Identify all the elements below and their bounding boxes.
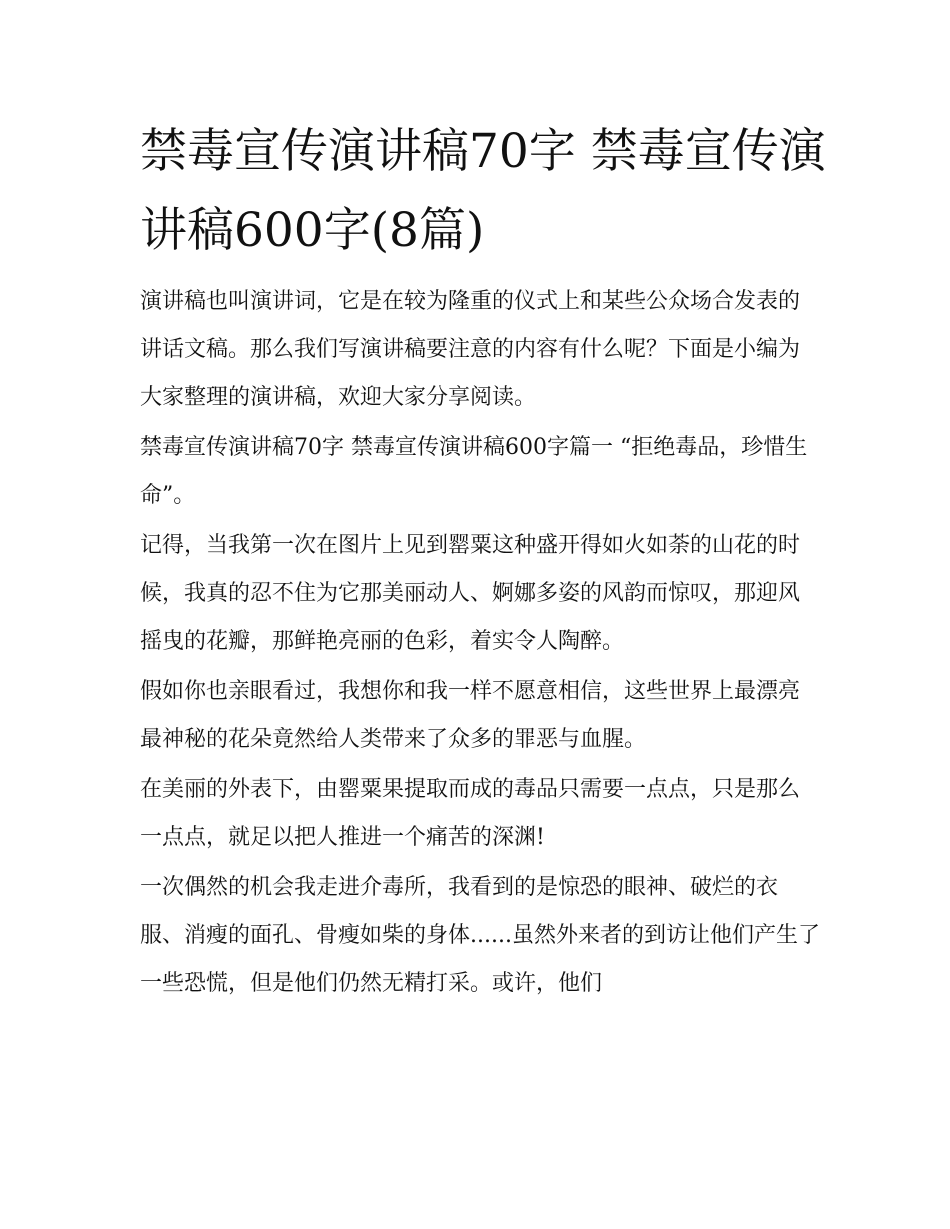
document-body — [140, 278, 820, 1008]
paragraph-abyss: 在美丽的外表下，由罂粟果提取而成的毒品只需要一点点，只是那么一点点，就足以把人推进一个痛苦的深渊! — [140, 777, 801, 850]
paragraph-disbelief: 假如你也亲眼看过，我想你和我一样不愿意相信，这些世界上最漂亮最神秘的花朵竟然给人类带来了众多的罪恶与血腥。 — [140, 679, 801, 752]
paragraph-poppy-memory: 记得，当我第一次在图片上见到罂粟这种盛开得如火如荼的山花的时候，我真的忍不住为它那美丽动人、婀娜多姿的风韵而惊叹，那迎风摇曳的花瓣，那鲜艳亮丽的色彩，着实令人陶醉。 — [140, 533, 801, 654]
paragraph-intro: 演讲稿也叫演讲词，它是在较为隆重的仪式上和某些公众场合发表的讲话文稿。那么我们写演讲稿要注意的内容有什么呢？下面是小编为大家整理的演讲稿，欢迎大家分享阅读。 — [140, 289, 801, 410]
paragraph-rehab-visit: 一次偶然的机会我走进介毒所，我看到的是惊恐的眼神、破烂的衣服、消瘦的面孔、骨瘦如柴的身体......虽然外来者的到访让他们产生了一些恐慌，但是他们仍然无精打采。或许，他们 — [140, 875, 820, 996]
paragraph-heading-line: 禁毒宣传演讲稿70字 禁毒宣传演讲稿600字篇一 “拒绝毒品，珍惜生命”。 — [140, 435, 808, 508]
document-title: 禁毒宣传演讲稿70字 禁毒宣传演讲稿600字(8篇) — [140, 124, 826, 258]
